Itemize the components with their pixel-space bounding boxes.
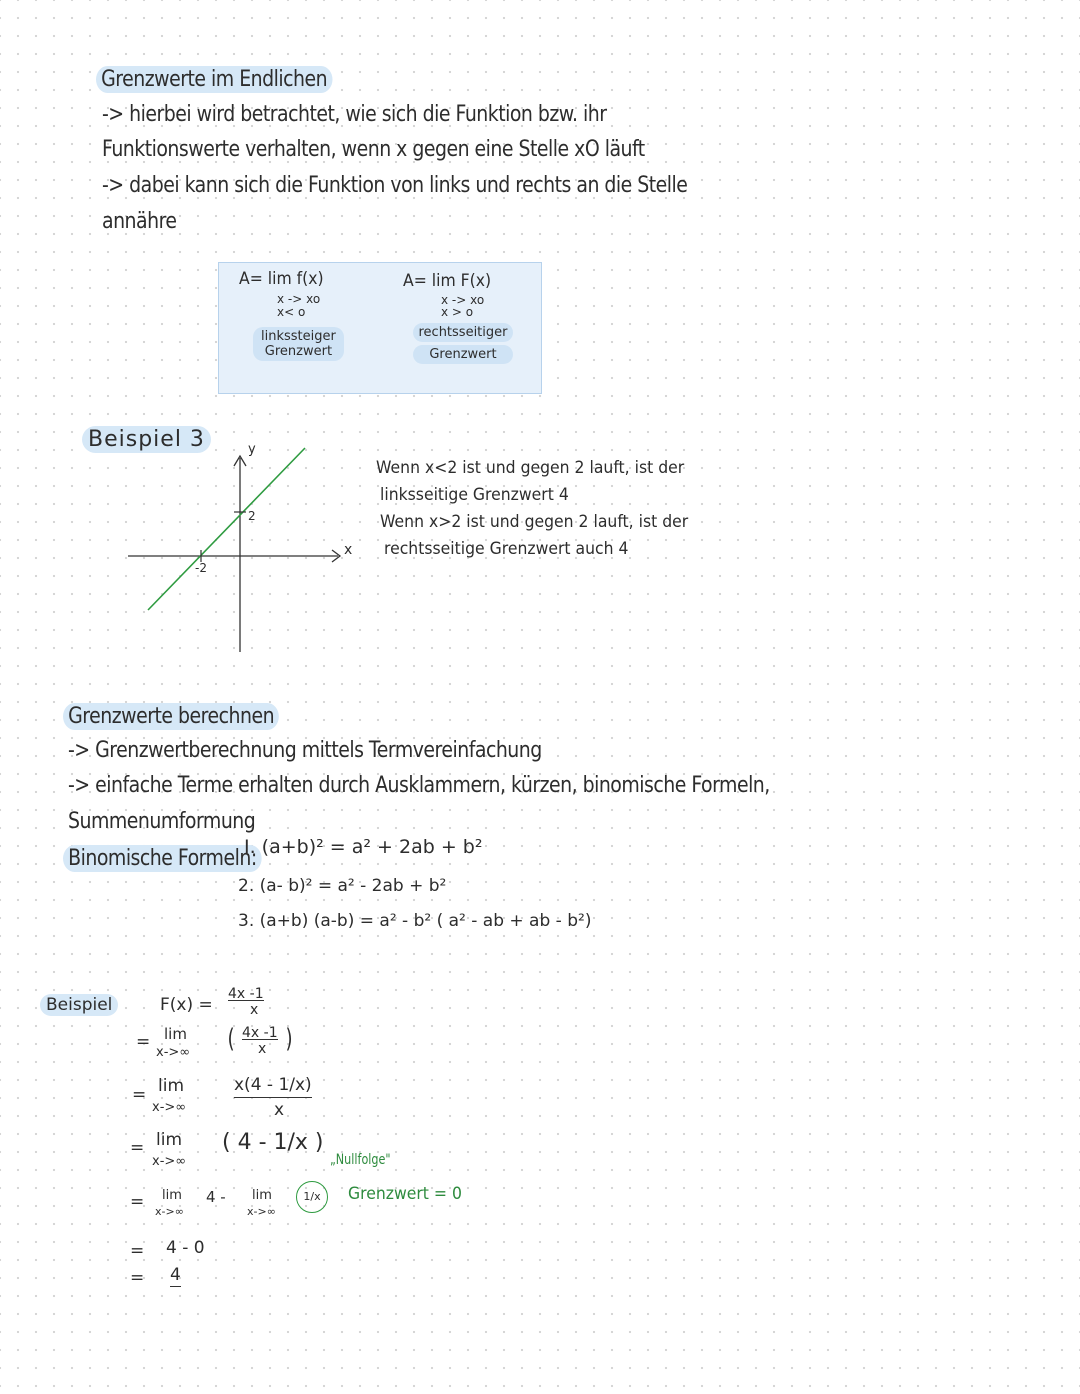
right-limit-label2: Grenzwert: [413, 345, 513, 364]
left-limit-label1: linkssteiger: [261, 329, 336, 344]
step1-den: x: [258, 1041, 267, 1057]
section1-line2: Funktionswerte verhalten, wenn x gegen eine Stelle xO läuft: [102, 137, 645, 162]
left-limit-label2: Grenzwert: [264, 344, 333, 359]
lim-4b-sub: x->∞: [247, 1205, 276, 1218]
step2-den: x: [274, 1100, 285, 1120]
nullfolge-circle: 1/x: [296, 1181, 328, 1213]
paren-close-1: ): [285, 1024, 293, 1054]
example3-text3: Wenn x>2 ist und gegen 2 lauft, ist der: [380, 512, 689, 532]
tick-x-label: -2: [195, 561, 207, 575]
example3-label: Beispiel 3: [82, 426, 211, 453]
left-limit-sub1: x -> xo: [277, 292, 321, 306]
lim-2-sub: x->∞: [152, 1100, 187, 1115]
lim-2: lim: [158, 1076, 185, 1096]
step3: ( 4 - 1/x ): [222, 1130, 324, 1155]
right-limit-formula: A= lim F(x): [403, 271, 492, 291]
axis-y-label: y: [248, 442, 256, 457]
lim-3-sub: x->∞: [152, 1154, 187, 1169]
axis-x-label: x: [344, 542, 353, 558]
example-fx: F(x) =: [160, 995, 213, 1015]
eq-6: =: [130, 1268, 145, 1288]
section2-title: Grenzwerte berechnen: [63, 703, 279, 730]
section1-line1: -> hierbei wird betrachtet, wie sich die Funktion bzw. ihr: [102, 102, 607, 127]
step2-num: x(4 - 1/x): [234, 1075, 312, 1098]
lim-1-sub: x->∞: [156, 1045, 191, 1060]
binom-label: Binomische Formeln:: [63, 845, 262, 872]
lim-4b: lim: [252, 1188, 272, 1203]
left-limit-sub2: x< o: [277, 305, 306, 319]
section2-line1: -> Grenzwertberechnung mittels Termvereinfachung: [68, 738, 542, 763]
right-limit-label1: rechtsseitiger: [413, 323, 513, 342]
binom1: I. (a+b)² = a² + 2ab + b²: [244, 836, 483, 858]
binom2: 2. (a- b)² = a² - 2ab + b²: [238, 876, 447, 896]
eq-3: =: [130, 1138, 145, 1158]
section1-line4: annähre: [102, 209, 177, 234]
step4-a: 4 -: [206, 1188, 226, 1206]
nullfolge-note: „Nullfolge": [330, 1152, 391, 1168]
tick-y-label: 2: [248, 509, 256, 523]
lim-4-sub: x->∞: [155, 1205, 184, 1218]
lim-3: lim: [156, 1130, 183, 1150]
eq-1: =: [136, 1032, 151, 1052]
step1-num: 4x -1: [242, 1025, 278, 1041]
example3-text2: linksseitige Grenzwert 4: [380, 485, 569, 505]
lim-4: lim: [162, 1188, 182, 1203]
paren-open-1: (: [227, 1024, 235, 1054]
eq-5: =: [130, 1241, 145, 1261]
binom3: 3. (a+b) (a-b) = a² - b² ( a² - ab + ab - b²): [238, 911, 592, 931]
lim-1: lim: [164, 1025, 187, 1043]
section2-line2: -> einfache Terme erhalten durch Ausklammern, kürzen, binomische Formeln,: [68, 773, 770, 798]
example-label: Beispiel: [40, 994, 118, 1016]
right-limit-sub1: x -> xo: [441, 293, 485, 307]
section2-line3: Summenumformung: [68, 809, 256, 834]
frac-num: 4x -1: [228, 986, 264, 1002]
step5: 4 - 0: [166, 1238, 205, 1258]
eq-2: =: [132, 1085, 147, 1105]
right-limit-sub2: x > o: [441, 305, 474, 319]
function-line: [148, 448, 305, 610]
step6: 4: [170, 1265, 181, 1285]
left-limit-formula: A= lim f(x): [239, 269, 324, 289]
eq-4: =: [130, 1192, 145, 1212]
frac-den: x: [250, 1002, 259, 1018]
example3-text1: Wenn x<2 ist und gegen 2 lauft, ist der: [376, 458, 685, 478]
section1-line3: -> dabei kann sich die Funktion von links und rechts an die Stelle: [102, 173, 688, 198]
grenzwert-result: Grenzwert = 0: [348, 1184, 462, 1204]
example3-text4: rechtsseitige Grenzwert auch 4: [384, 539, 629, 559]
section1-title: Grenzwerte im Endlichen: [96, 66, 332, 93]
